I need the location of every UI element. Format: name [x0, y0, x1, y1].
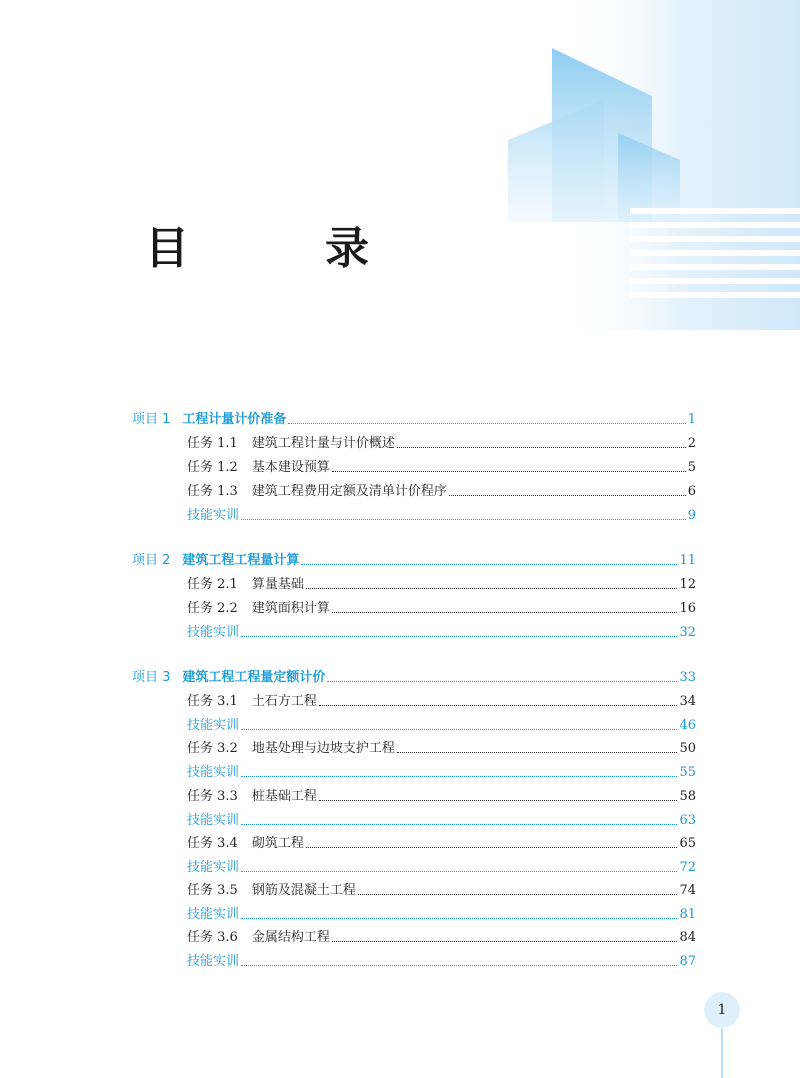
page-title: 目 录 — [145, 223, 415, 274]
toc-entry-page: 74 — [679, 883, 696, 898]
toc-entry[interactable] — [187, 836, 696, 852]
toc-entry[interactable] — [187, 484, 696, 500]
toc-entry-page: 11 — [679, 553, 696, 568]
toc-entry-number: 任务 3.4 — [187, 836, 238, 851]
toc-entry-title — [187, 860, 239, 876]
toc-entry-label: 技能实训 — [187, 508, 240, 523]
toc-entry-label: 建筑面积计算 — [251, 601, 330, 616]
toc-dot-leader — [449, 494, 686, 496]
toc-entry-page: 46 — [679, 718, 696, 733]
toc-entry[interactable] — [187, 954, 696, 970]
toc-entry-page: 84 — [679, 930, 696, 945]
toc-entry-label: 技能实训 — [187, 718, 240, 733]
toc-entry-number: 任务 2.1 — [187, 577, 238, 592]
toc-dot-leader — [306, 846, 678, 848]
toc-dot-leader — [332, 470, 686, 472]
toc-dot-leader — [241, 728, 677, 730]
page-number-line — [721, 1028, 723, 1078]
toc-entry-label: 钢筋及混凝土工程 — [251, 883, 356, 898]
toc-entry-label: 技能实训 — [187, 765, 240, 780]
toc-entry[interactable] — [187, 930, 696, 946]
toc-entry-label: 建筑工程计量与计价概述 — [251, 436, 395, 451]
toc-entry-title — [187, 954, 239, 970]
toc-dot-leader — [288, 422, 685, 424]
toc-entry[interactable] — [132, 670, 696, 686]
toc-entry-title — [187, 436, 395, 452]
toc-entry-page: 16 — [679, 601, 696, 616]
toc-entry-page: 72 — [679, 860, 696, 875]
toc-entry-title — [187, 577, 304, 593]
toc-entry-label: 建筑工程工程量定额计价 — [182, 670, 326, 685]
toc-entry-number: 项目 3 — [132, 670, 171, 685]
toc-entry-number: 任务 2.2 — [187, 601, 238, 616]
toc-entry-number: 任务 3.2 — [187, 741, 238, 756]
toc-entry[interactable] — [187, 789, 696, 805]
toc-dot-leader — [319, 704, 678, 706]
toc-entry-label: 技能实训 — [187, 813, 240, 828]
toc-entry-label: 技能实训 — [187, 625, 240, 640]
toc-entry-title — [187, 694, 317, 710]
page-number — [704, 992, 740, 1028]
toc-entry-title — [132, 670, 325, 686]
page-number-text: 1 — [717, 1002, 727, 1018]
toc-dot-leader — [241, 518, 686, 520]
toc-entry-page: 1 — [687, 412, 696, 427]
toc-entry-label: 砌筑工程 — [251, 836, 304, 851]
toc-entry-page: 34 — [679, 694, 696, 709]
toc-dot-leader — [327, 680, 677, 682]
toc-dot-leader — [241, 775, 677, 777]
toc-entry-title — [187, 883, 356, 899]
toc-entry-number: 项目 2 — [132, 553, 171, 568]
toc-entry-title — [187, 460, 330, 476]
toc-entry-page: 63 — [679, 813, 696, 828]
toc-entry[interactable] — [187, 765, 696, 781]
toc-entry-page: 9 — [687, 508, 696, 523]
toc-entry-title — [187, 836, 304, 852]
toc-entry[interactable] — [187, 718, 696, 734]
toc-entry-page: 65 — [679, 836, 696, 851]
toc-dot-leader — [241, 823, 677, 825]
toc-entry-title — [187, 601, 330, 617]
toc-dot-leader — [319, 799, 678, 801]
toc-entry[interactable] — [187, 907, 696, 923]
toc-entry-title — [132, 553, 299, 569]
toc-entry-title — [187, 625, 239, 641]
toc-entry-title — [187, 718, 239, 734]
toc-entry-label: 地基处理与边坡支护工程 — [251, 741, 395, 756]
toc-dot-leader — [332, 940, 678, 942]
toc-entry[interactable] — [187, 883, 696, 899]
toc-entry-page: 32 — [679, 625, 696, 640]
toc-entry-label: 工程计量计价准备 — [182, 412, 287, 427]
toc-dot-leader — [301, 563, 677, 565]
building-illustration — [0, 0, 800, 330]
toc-entry-number: 任务 3.1 — [187, 694, 238, 709]
toc-entry-number: 任务 1.1 — [187, 436, 238, 451]
toc-entry-label: 技能实训 — [187, 954, 240, 969]
toc-entry[interactable] — [187, 860, 696, 876]
toc-entry-page: 6 — [687, 484, 696, 499]
toc-entry-title — [187, 765, 239, 781]
toc-entry-label: 技能实训 — [187, 907, 240, 922]
toc-dot-leader — [306, 587, 678, 589]
toc-entry[interactable] — [187, 741, 696, 757]
toc-entry-number: 任务 1.2 — [187, 460, 238, 475]
toc-entry-number: 项目 1 — [132, 412, 171, 427]
toc-entry-page: 12 — [679, 577, 696, 592]
toc-entry-title — [187, 484, 447, 500]
toc-dot-leader — [241, 870, 677, 872]
toc-dot-leader — [397, 446, 686, 448]
toc-entry[interactable] — [187, 460, 696, 476]
toc-entry-page: 55 — [679, 765, 696, 780]
toc-entry-page: 81 — [679, 907, 696, 922]
toc-entry-label: 技能实训 — [187, 860, 240, 875]
toc-entry-number: 任务 3.6 — [187, 930, 238, 945]
toc-entry-number: 任务 3.3 — [187, 789, 238, 804]
toc-entry-title — [187, 907, 239, 923]
toc-entry-title — [132, 412, 286, 428]
toc-entry[interactable] — [187, 694, 696, 710]
toc-dot-leader — [397, 751, 678, 753]
toc-entry[interactable] — [187, 508, 696, 524]
toc-entry[interactable] — [187, 813, 696, 829]
toc-entry[interactable] — [132, 412, 696, 428]
toc-entry-title — [187, 813, 239, 829]
toc-entry[interactable] — [187, 436, 696, 452]
toc-entry-label: 金属结构工程 — [251, 930, 330, 945]
toc-entry[interactable] — [132, 553, 696, 569]
toc-entry-title — [187, 930, 330, 946]
toc-entry-title — [187, 789, 317, 805]
toc-entry-page: 2 — [687, 436, 696, 451]
toc-entry-title — [187, 741, 395, 757]
toc-entry-page: 33 — [679, 670, 696, 685]
toc-entry-page: 87 — [679, 954, 696, 969]
toc-entry[interactable] — [187, 625, 696, 641]
toc-entry[interactable] — [187, 601, 696, 617]
toc-entry-title — [187, 508, 239, 524]
toc-dot-leader — [358, 893, 678, 895]
toc-entry-label: 基本建设预算 — [251, 460, 330, 475]
toc-entry-label: 建筑工程费用定额及清单计价程序 — [251, 484, 447, 499]
toc-entry-number: 任务 3.5 — [187, 883, 238, 898]
toc-entry-label: 土石方工程 — [251, 694, 317, 709]
toc-dot-leader — [241, 635, 677, 637]
toc-entry[interactable] — [187, 577, 696, 593]
toc-entry-page: 5 — [687, 460, 696, 475]
toc-entry-label: 桩基础工程 — [251, 789, 317, 804]
toc-entry-label: 算量基础 — [251, 577, 304, 592]
toc-dot-leader — [332, 611, 678, 613]
toc-entry-page: 50 — [679, 741, 696, 756]
toc-dot-leader — [241, 917, 677, 919]
toc-dot-leader — [241, 964, 677, 966]
toc-entry-label: 建筑工程工程量计算 — [182, 553, 300, 568]
toc-entry-page: 58 — [679, 789, 696, 804]
toc-entry-number: 任务 1.3 — [187, 484, 238, 499]
